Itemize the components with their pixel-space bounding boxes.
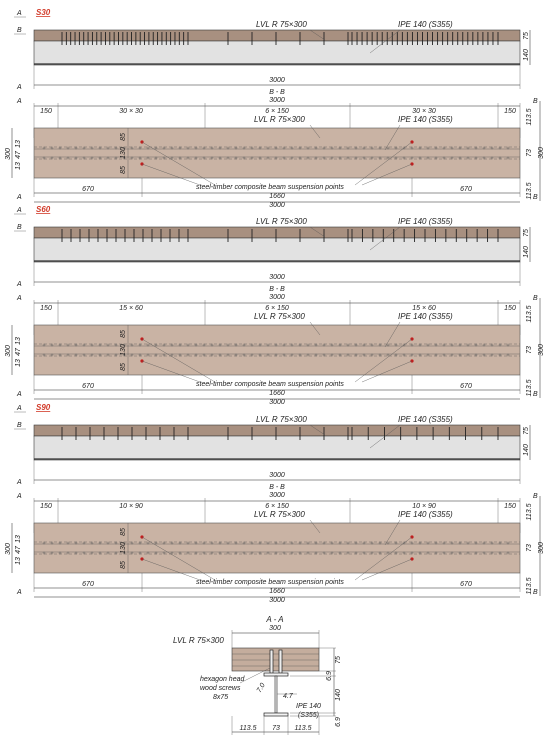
elev-ipe-label: IPE 140 (S355)	[398, 415, 453, 424]
marker-b-top: B	[17, 27, 22, 34]
plan-total: 3000	[269, 399, 285, 406]
aa-b1: 113.5	[239, 725, 257, 732]
section-tag: S30	[36, 8, 51, 17]
elev-dim-75: 75	[523, 427, 530, 435]
marker-b-right: B	[533, 493, 538, 500]
section-s30	[5, 8, 545, 209]
elev-length: 3000	[269, 472, 285, 479]
section-tag: S90	[36, 403, 51, 412]
plan-ipe-label: IPE 140 (S355)	[398, 510, 453, 519]
marker-a-top: A	[17, 405, 22, 412]
marker-b-bottom: B	[533, 194, 538, 201]
marker-b-top: B	[17, 224, 22, 231]
elev-steel-beam	[34, 436, 520, 460]
plan-left-47: 47	[15, 348, 22, 356]
plan-length-top: 3000	[269, 492, 285, 499]
plan-top-dim: 150	[40, 503, 52, 510]
plan-right-113b: 113.5	[526, 577, 533, 595]
marker-b-top: B	[17, 422, 22, 429]
plan-lvl-area	[34, 325, 520, 375]
plan-inner-130: 130	[120, 147, 127, 159]
elev-lvl-label: LVL R 75×300	[256, 415, 307, 424]
marker-a-bottom: A	[17, 194, 22, 201]
aa-ipe-label-2: (S355)	[298, 712, 320, 719]
aa-lvl-block	[232, 648, 319, 671]
aa-screw-label-3: 8x75	[213, 694, 229, 701]
aa-screw-label-1: hexagon head	[200, 676, 245, 683]
beam-sections	[5, 8, 545, 604]
section-label: B - B	[269, 286, 285, 293]
marker-a-top: A	[17, 207, 22, 214]
elev-length: 3000	[269, 77, 285, 84]
plan-length-top: 3000	[269, 294, 285, 301]
plan-left-13: 13	[15, 359, 22, 367]
elev-length: 3000	[269, 274, 285, 281]
elev-dim-140: 140	[523, 444, 530, 456]
plan-inner-85b: 85	[120, 561, 127, 569]
marker-a-plan: A	[17, 98, 22, 105]
plan-total: 3000	[269, 597, 285, 604]
aa-b2: 73	[272, 725, 280, 732]
plan-right-113: 113.5	[526, 503, 533, 521]
plan-top-dim: 150	[40, 108, 52, 115]
marker-a-bottom: A	[17, 589, 22, 596]
plan-inner-85b: 85	[120, 166, 127, 174]
plan-right-113b: 113.5	[526, 182, 533, 200]
plan-lvl-area	[34, 128, 520, 178]
aa-width: 300	[269, 625, 281, 632]
section-tag: S60	[36, 205, 51, 214]
plan-bottom-670b: 670	[460, 581, 472, 588]
plan-bottom-1660: 1660	[269, 193, 285, 200]
plan-top-dim: 15 × 60	[119, 305, 143, 312]
plan-bottom-670: 670	[82, 581, 94, 588]
plan-bottom-670: 670	[82, 383, 94, 390]
plan-top-dim: 15 × 60	[412, 305, 436, 312]
elev-dim-140: 140	[523, 246, 530, 258]
plan-top-dim: 30 × 30	[412, 108, 436, 115]
aa-r69b: 6.9	[335, 717, 342, 727]
aa-r75: 75	[335, 656, 342, 664]
aa-ipe-flange-top	[264, 673, 288, 676]
plan-top-dim: 150	[504, 108, 516, 115]
marker-a-bottom: A	[17, 391, 22, 398]
section-label: B - B	[269, 484, 285, 491]
plan-total: 3000	[269, 202, 285, 209]
plan-bottom-670b: 670	[460, 383, 472, 390]
plan-ipe-label: IPE 140 (S355)	[398, 115, 453, 124]
plan-length-top: 3000	[269, 97, 285, 104]
plan-inner-85: 85	[120, 528, 127, 536]
plan-left-47: 47	[15, 546, 22, 554]
plan-inner-85: 85	[120, 330, 127, 338]
plan-left-300: 300	[5, 148, 12, 160]
elev-ipe-label: IPE 140 (S355)	[398, 20, 453, 29]
aa-r69a: 6.9	[326, 671, 333, 681]
elev-dim-140: 140	[523, 49, 530, 61]
plan-bottom-1660: 1660	[269, 390, 285, 397]
plan-inner-130: 130	[120, 542, 127, 554]
plan-top-dim: 150	[504, 305, 516, 312]
plan-top-dim: 10 × 90	[412, 503, 436, 510]
plan-left-13b: 13	[15, 337, 22, 345]
plan-bottom-670: 670	[82, 186, 94, 193]
aa-title: A - A	[266, 615, 284, 624]
marker-b-bottom: B	[533, 589, 538, 596]
plan-left-13b: 13	[15, 140, 22, 148]
suspension-label: steel-timber composite beam suspension points	[196, 579, 344, 586]
plan-right-300: 300	[538, 542, 545, 554]
elev-steel-beam	[34, 41, 520, 65]
aa-ipe-label-1: IPE 140	[296, 703, 321, 710]
plan-right-73: 73	[526, 149, 533, 157]
plan-lvl-label: LVL R 75×300	[254, 115, 305, 124]
plan-inner-85b: 85	[120, 363, 127, 371]
elev-lvl-beam	[34, 30, 520, 41]
aa-d47: 4.7	[283, 693, 293, 700]
marker-b-bottom: B	[533, 391, 538, 398]
marker-b-right: B	[533, 98, 538, 105]
aa-r140: 140	[335, 689, 342, 701]
marker-a-plan: A	[17, 493, 22, 500]
plan-right-113b: 113.5	[526, 379, 533, 397]
plan-right-300: 300	[538, 344, 545, 356]
plan-lvl-area	[34, 523, 520, 573]
plan-right-113: 113.5	[526, 108, 533, 126]
plan-left-300: 300	[5, 345, 12, 357]
marker-a-top: A	[17, 10, 22, 17]
plan-lvl-label: LVL R 75×300	[254, 510, 305, 519]
plan-left-300: 300	[5, 543, 12, 555]
plan-bottom-1660: 1660	[269, 588, 285, 595]
suspension-label: steel-timber composite beam suspension points	[196, 381, 344, 388]
marker-b-right: B	[533, 295, 538, 302]
section-label: B - B	[269, 89, 285, 96]
suspension-label: steel-timber composite beam suspension points	[196, 184, 344, 191]
aa-screw-right	[279, 650, 282, 674]
aa-screw-left	[270, 650, 273, 674]
elev-lvl-label: LVL R 75×300	[256, 217, 307, 226]
plan-top-dim: 6 × 150	[265, 503, 289, 510]
aa-ipe-flange-bottom	[264, 713, 288, 716]
plan-lvl-label: LVL R 75×300	[254, 312, 305, 321]
aa-d7: 7.0	[255, 682, 267, 695]
elev-lvl-beam	[34, 425, 520, 436]
cross-section-a-a	[173, 615, 342, 735]
plan-right-113: 113.5	[526, 305, 533, 323]
elev-lvl-label: LVL R 75×300	[256, 20, 307, 29]
plan-right-300: 300	[538, 147, 545, 159]
plan-inner-130: 130	[120, 344, 127, 356]
elev-dim-75: 75	[523, 32, 530, 40]
plan-bottom-670b: 670	[460, 186, 472, 193]
plan-top-dim: 150	[40, 305, 52, 312]
marker-a-plan: A	[17, 295, 22, 302]
plan-inner-85: 85	[120, 133, 127, 141]
aa-b3: 113.5	[294, 725, 312, 732]
plan-top-dim: 6 × 150	[265, 108, 289, 115]
aa-lvl-label: LVL R 75×300	[173, 636, 224, 645]
plan-ipe-label: IPE 140 (S355)	[398, 312, 453, 321]
plan-left-13: 13	[15, 162, 22, 170]
elev-dim-75: 75	[523, 229, 530, 237]
plan-top-dim: 150	[504, 503, 516, 510]
plan-left-13b: 13	[15, 535, 22, 543]
marker-a-mid: A	[17, 84, 22, 91]
plan-top-dim: 30 × 30	[119, 108, 143, 115]
marker-a-mid: A	[17, 479, 22, 486]
plan-left-13: 13	[15, 557, 22, 565]
aa-screw-label-2: wood screws	[200, 685, 241, 692]
plan-right-73: 73	[526, 346, 533, 354]
aa-ipe-web	[275, 676, 277, 713]
plan-right-73: 73	[526, 544, 533, 552]
plan-top-dim: 10 × 90	[119, 503, 143, 510]
elev-ipe-label: IPE 140 (S355)	[398, 217, 453, 226]
plan-top-dim: 6 × 150	[265, 305, 289, 312]
marker-a-mid: A	[17, 281, 22, 288]
section-s90	[5, 403, 545, 604]
plan-left-47: 47	[15, 151, 22, 159]
section-s60	[5, 205, 545, 406]
